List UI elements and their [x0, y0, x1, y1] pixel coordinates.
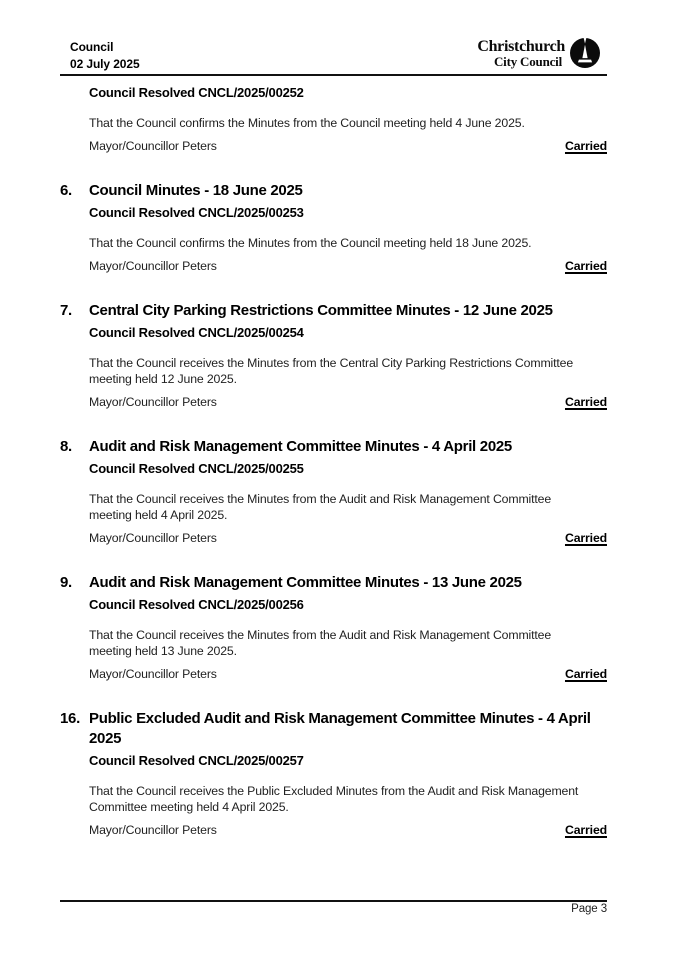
minutes-content	[60, 84, 607, 865]
agenda-item-title: Public Excluded Audit and Risk Management Committee Minutes - 4 April 2025	[89, 710, 591, 747]
resolution-heading: Council Resolved CNCL/2025/00253	[89, 205, 304, 220]
cathedral-logo-icon	[570, 38, 600, 68]
agenda-item-number: 16.	[60, 710, 80, 727]
resolution-body: That the Council confirms the Minutes from the Council meeting held 4 June 2025.	[89, 116, 525, 130]
header-meeting-title: Council	[70, 40, 114, 54]
resolution-heading: Council Resolved CNCL/2025/00254	[89, 325, 304, 340]
agenda-item-number: 6.	[60, 182, 72, 199]
mover-row	[89, 822, 607, 839]
header-meeting-date: 02 July 2025	[70, 57, 140, 71]
carried-status: Carried	[564, 395, 607, 409]
mover-names: Mayor/Councillor Peters	[89, 531, 217, 545]
resolution-body: That the Council receives the Minutes from the Central City Parking Restrictions Committee meeting held 12 June 2025.	[89, 356, 574, 386]
footer-divider	[60, 900, 607, 902]
mover-row	[89, 530, 607, 547]
agenda-item-number: 8.	[60, 438, 72, 455]
agenda-item-section	[60, 437, 607, 547]
mover-row	[89, 666, 607, 683]
mover-row	[89, 258, 607, 275]
logo-wordmark-line2: City Council	[493, 53, 562, 69]
logo-wordmark	[477, 39, 565, 68]
agenda-item-title-row	[60, 437, 607, 457]
header-meeting-info	[70, 39, 140, 73]
carried-status: Carried	[564, 667, 607, 681]
agenda-item-title: Audit and Risk Management Committee Minutes - 4 April 2025	[89, 438, 512, 455]
agenda-item-title-row	[60, 573, 607, 593]
resolution-heading: Council Resolved CNCL/2025/00257	[89, 753, 304, 768]
agenda-item-section	[60, 573, 607, 683]
agenda-item-title: Audit and Risk Management Committee Minutes - 13 June 2025	[89, 574, 522, 591]
resolution-body: That the Council confirms the Minutes from the Council meeting held 18 June 2025.	[89, 236, 532, 250]
mover-row	[89, 138, 607, 155]
agenda-item-number: 9.	[60, 574, 72, 591]
mover-row	[89, 394, 607, 411]
agenda-item-title-row	[60, 301, 607, 321]
agenda-item-section	[60, 181, 607, 275]
agenda-item-number: 7.	[60, 302, 72, 319]
agenda-item-title: Council Minutes - 18 June 2025	[89, 182, 303, 199]
mover-names: Mayor/Councillor Peters	[89, 395, 217, 409]
agenda-item-title: Central City Parking Restrictions Committee Minutes - 12 June 2025	[89, 302, 553, 319]
agenda-item-title-row	[60, 709, 607, 749]
logo-wordmark-line1: Christchurch	[477, 37, 565, 55]
mover-names: Mayor/Councillor Peters	[89, 823, 217, 837]
mover-names: Mayor/Councillor Peters	[89, 667, 217, 681]
resolution-heading: Council Resolved CNCL/2025/00256	[89, 597, 304, 612]
resolution-heading: Council Resolved CNCL/2025/00255	[89, 461, 304, 476]
carried-status: Carried	[564, 823, 607, 837]
agenda-item-section	[60, 301, 607, 411]
mover-names: Mayor/Councillor Peters	[89, 259, 217, 273]
resolution-body: That the Council receives the Public Excluded Minutes from the Audit and Risk Management Committee meeting held 4 April 2025.	[89, 784, 579, 814]
resolution-body: That the Council receives the Minutes from the Audit and Risk Management Committee meeting held 4 April 2025.	[89, 492, 552, 522]
carried-status: Carried	[564, 139, 607, 153]
mover-names: Mayor/Councillor Peters	[89, 139, 217, 153]
page-number: Page 3	[571, 903, 607, 915]
agenda-item-section	[60, 709, 607, 839]
christchurch-city-council-logo	[477, 38, 600, 68]
resolution-section	[60, 84, 607, 155]
resolution-heading: Council Resolved CNCL/2025/00252	[89, 85, 304, 100]
carried-status: Carried	[564, 531, 607, 545]
carried-status: Carried	[564, 259, 607, 273]
header-divider	[60, 74, 607, 76]
agenda-item-title-row	[60, 181, 607, 201]
resolution-body: That the Council receives the Minutes from the Audit and Risk Management Committee meeting held 13 June 2025.	[89, 628, 552, 658]
